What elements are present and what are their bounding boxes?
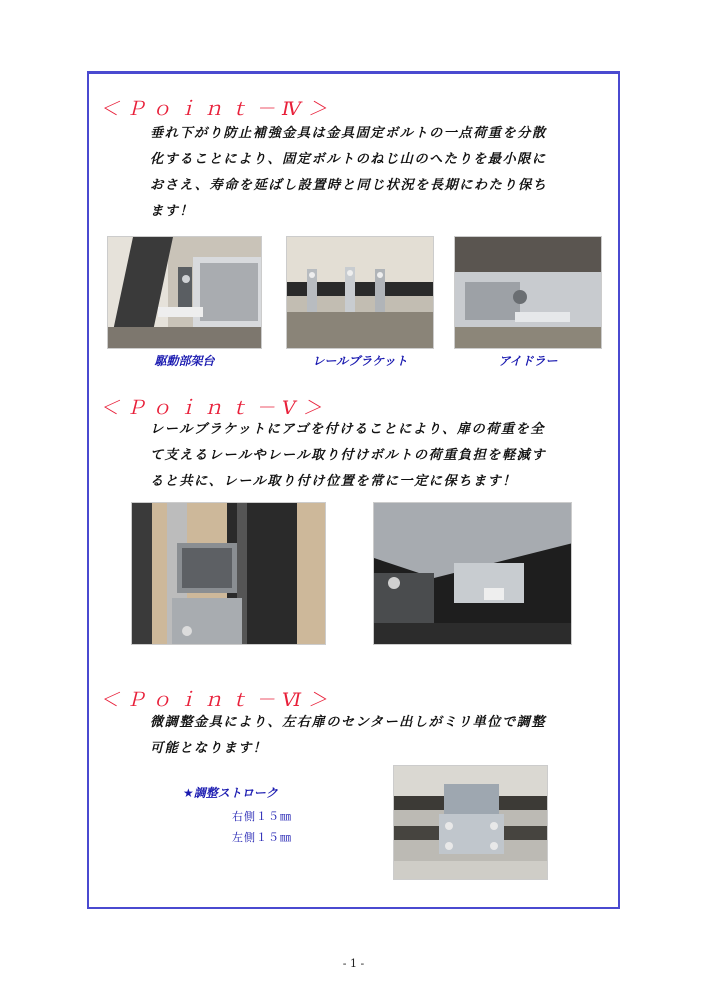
text-line: レールブラケットにアゴを付けることにより、扉の荷重を全	[150, 422, 545, 437]
section-heading-iv: ＜Ｐｏｉｎｔ－Ⅳ＞	[100, 98, 334, 120]
photo-rail-bracket	[286, 236, 434, 349]
caption-drive-frame: 駆動部架台	[154, 354, 215, 368]
photo-idler	[454, 236, 602, 349]
text-line: 垂れ下がり防止補強金具は金具固定ボルトの一点荷重を分散	[150, 126, 547, 141]
stroke-left: 左側１５㎜	[232, 831, 292, 844]
text-line: 微調整金具により、左右扉のセンター出しがミリ単位で調整	[150, 715, 547, 730]
page-number: - 1 -	[342, 957, 365, 970]
stroke-title: ★調整ストローク	[183, 786, 278, 800]
caption-idler: アイドラー	[498, 354, 558, 368]
section-heading-v: ＜Ｐｏｉｎｔ－Ⅴ＞	[100, 397, 329, 419]
text-line: ます！	[150, 204, 195, 219]
text-line: て支えるレールやレール取り付けボルトの荷重負担を軽減す	[150, 448, 547, 463]
text-line: 化することにより、固定ボルトのねじ山のへたりを最小限に	[150, 152, 547, 167]
text-line: おさえ、寿命を延ばし設置時と同じ状況を長期にわたり保ち	[150, 178, 548, 193]
section-text-v	[150, 417, 590, 495]
photo-bracket-jaw-1	[131, 502, 326, 645]
text-line: ると共に、レール取り付け位置を常に一定に保ちます！	[150, 474, 517, 489]
text-line: 可能となります！	[150, 741, 268, 756]
photo-adjust-fitting	[393, 765, 548, 880]
photo-drive-frame	[107, 236, 262, 349]
caption-rail-bracket: レールブラケット	[312, 354, 408, 368]
section-text-iv	[150, 121, 590, 225]
section-text-vi	[150, 710, 590, 762]
stroke-right: 右側１５㎜	[232, 810, 292, 823]
section-heading-vi: ＜Ｐｏｉｎｔ－Ⅵ＞	[100, 689, 335, 711]
photo-bracket-jaw-2	[373, 502, 572, 645]
